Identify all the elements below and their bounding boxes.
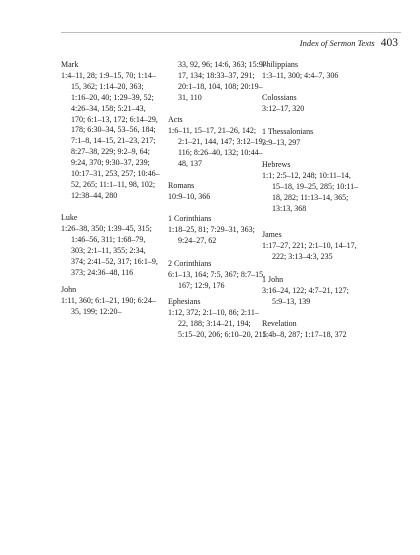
- book-heading: Hebrews: [262, 159, 291, 169]
- header-rule: [61, 32, 401, 33]
- index-entry-2-corinthians: [168, 259, 268, 292]
- index-column-3: [262, 60, 362, 341]
- book-heading: Acts: [168, 115, 183, 125]
- index-entry-1-john: [262, 275, 362, 308]
- reference-list: 3:12–17, 320: [262, 104, 305, 114]
- index-entry-colossians: [262, 93, 362, 115]
- reference-list: 1:6–11, 15–17, 21–26, 142; 2:1–21, 144, 147; 3:12–19, 116; 8:26–40, 132; 10:44–48, 137: [168, 126, 265, 168]
- book-heading: James: [262, 230, 282, 240]
- reference-list: 6:1–13, 164; 7:5, 367; 8:7–15, 167; 12:9, 176: [168, 269, 266, 290]
- index-entry-romans: [168, 181, 268, 203]
- reference-list: 3:16–24, 122; 4:7–21, 127; 5:9–13, 139: [262, 285, 349, 306]
- index-entry-hebrews: [262, 160, 362, 215]
- book-heading: Colossians: [262, 93, 297, 103]
- reference-list: 1:1; 2:5–12, 248; 10:11–14, 15–18, 19–25, 285; 10:11–18, 282; 11:13–14, 365; 13:13, 368: [262, 170, 359, 213]
- book-heading: 2 Corinthians: [168, 258, 212, 268]
- index-entry-revelation: [262, 319, 362, 341]
- book-heading: Luke: [61, 213, 78, 223]
- reference-list: 1:26–38, 350; 1:39–45, 315; 1:46–56, 311; 1:68–79, 303; 2:1–11, 355; 2:34, 374; 2:41–52, 317; 16:1–9, 373; 24:36–48, 116: [61, 224, 158, 277]
- reference-list: 1:17–27, 221; 2:1–10, 14–17, 222; 3:13–4:3, 235: [262, 241, 357, 262]
- page-number: 403: [380, 37, 398, 49]
- running-head: [300, 37, 398, 49]
- index-entry-luke: [61, 213, 161, 278]
- book-heading: 1 Corinthians: [168, 214, 212, 224]
- reference-list: 1:4–11, 28; 1:9–15, 70; 1:14–15, 362; 1:14–20, 363; 1:16–20, 40; 1:29–39, 52; 4:26–34, 158; 5:21–43, 170; 6:1–13, 172; 6:14–29, 178; 6:30–34, 53–56, 184; 7:1–8, 14–15, 21–23, 217; 8:27–38, 229; 9:2–9, 64; 9:24, 370; 9:30–37, 239; 10:17–31, 253, 257; 10:46–52, 265; 11:1–11, 98, 102; 12:38–44, 280: [61, 70, 160, 200]
- index-entry-1-corinthians: [168, 214, 268, 247]
- book-heading: Romans: [168, 181, 195, 191]
- reference-list: 10:9–10, 366: [168, 192, 211, 202]
- book-heading: Philippians: [262, 60, 299, 69]
- book-heading: 1 Thessalonians: [262, 126, 314, 136]
- index-column-2: [168, 60, 268, 341]
- book-heading: Revelation: [262, 318, 297, 328]
- index-column-1: [61, 60, 161, 317]
- book-heading: 1 John: [262, 274, 284, 284]
- reference-list: 1:3–11, 300; 4:4–7, 306: [262, 70, 339, 80]
- index-entry-philippians: [262, 60, 362, 82]
- book-heading: John: [61, 284, 77, 294]
- reference-list: 1:11, 360; 6:1–21, 190; 6:24–35, 199; 12:20–: [61, 295, 156, 316]
- index-entry-john: [61, 285, 161, 318]
- index-entry-1-thessalonians: [262, 127, 362, 149]
- reference-list: 1:12, 372; 2:1–10, 86; 2:11–22, 188; 3:14–21, 194; 5:15–20, 206; 6:10–20, 215: [168, 308, 267, 340]
- book-heading: Ephesians: [168, 297, 201, 307]
- index-entry-mark: [61, 60, 161, 202]
- reference-list: 1:4b–8, 287; 1:17–18, 372: [262, 329, 347, 339]
- book-heading: Mark: [61, 60, 79, 69]
- reference-list: 1:18–25, 81; 7:29–31, 363; 9:24–27, 62: [168, 225, 255, 246]
- index-entry-james: [262, 230, 362, 263]
- reference-list: 3:9–13, 297: [262, 137, 301, 147]
- running-title: Index of Sermon Texts: [299, 38, 375, 48]
- index-entry-ephesians: [168, 297, 268, 341]
- index-entry-john-continued: [168, 60, 268, 104]
- index-entry-acts: [168, 115, 268, 170]
- reference-list: 33, 92, 96; 14:6, 363; 15:9–17, 134; 18:33–37, 291; 20:1–18, 104, 108; 20:19–31, 110: [178, 60, 267, 102]
